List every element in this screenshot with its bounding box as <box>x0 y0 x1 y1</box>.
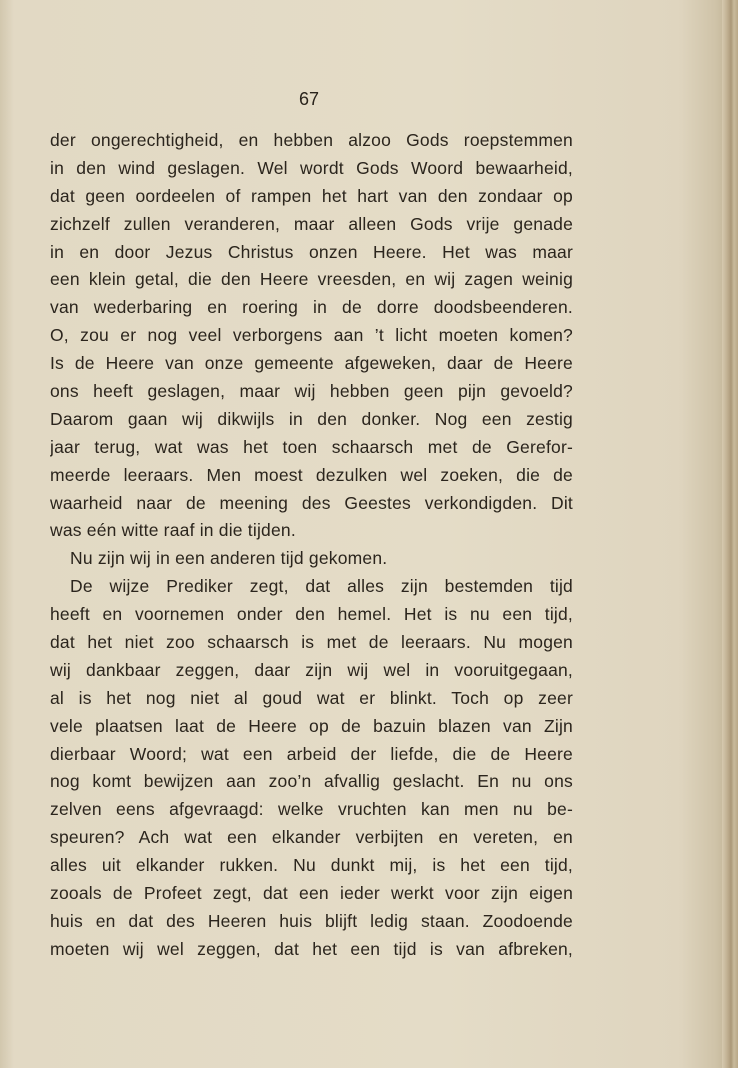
text-line: dat het niet zoo schaarsch is met de leeraars. Nu mogen <box>50 632 573 653</box>
text-line: Daarom gaan wij dikwijls in den donker. Nog een zestig <box>50 408 573 429</box>
text-line: van wederbaring en roering in de dorre doodsbeenderen. <box>50 297 573 318</box>
text-line: jaar terug, wat was het toen schaarsch met de Gerefor- <box>50 436 573 457</box>
text-line: O, zou er nog veel verborgens aan ’t licht moeten komen? <box>50 325 573 346</box>
text-line: alles uit elkander rukken. Nu dunkt mij, is het een tijd, <box>50 855 573 876</box>
text-line: Is de Heere van onze gemeente afgeweken, daar de Heere <box>50 353 573 374</box>
text-line: zooals de Profeet zegt, dat een ieder werkt voor zijn eigen <box>50 883 573 904</box>
text-line: moeten wij wel zeggen, dat het een tijd is van afbreken, <box>50 938 573 959</box>
text-line: zichzelf zullen veranderen, maar alleen Gods vrije genade <box>50 213 573 234</box>
text-line: waarheid naar de meening des Geestes verkondigden. Dit <box>50 492 573 513</box>
text-line: ons heeft geslagen, maar wij hebben geen pijn gevoeld? <box>50 381 573 402</box>
text-line: Nu zijn wij in een anderen tijd gekomen. <box>70 548 388 569</box>
text-line: huis en dat des Heeren huis blijft ledig staan. Zoodoende <box>50 910 573 931</box>
text-line: dierbaar Woord; wat een arbeid der liefde, die de Heere <box>50 743 573 764</box>
text-line: al is het nog niet al goud wat er blinkt. Toch op zeer <box>50 687 573 708</box>
text-line: De wijze Prediker zegt, dat alles zijn bestemden tijd <box>70 576 573 597</box>
text-line: was eén witte raaf in die tijden. <box>50 520 296 541</box>
text-line: der ongerechtigheid, en hebben alzoo Gods roepstemmen <box>50 130 573 150</box>
page-number: 67 <box>298 89 320 109</box>
text-line: nog komt bewijzen aan zoo’n afvallig geslacht. En nu ons <box>50 771 573 792</box>
text-line: meerde leeraars. Men moest dezulken wel zoeken, die de <box>50 464 573 485</box>
text-line: een klein getal, die den Heere vreesden, en wij zagen weinig <box>50 269 573 290</box>
text-line: zelven eens afgevraagd: welke vruchten kan men nu be- <box>50 799 573 820</box>
text-line: in den wind geslagen. Wel wordt Gods Woord bewaarheid, <box>50 157 573 178</box>
text-line: wij dankbaar zeggen, daar zijn wij wel in vooruitgegaan, <box>50 659 573 680</box>
text-line: heeft en voornemen onder den hemel. Het is nu een tijd, <box>50 604 573 625</box>
page-edge <box>722 0 738 1068</box>
text-line: in en door Jezus Christus onzen Heere. Het was maar <box>50 241 573 262</box>
text-line: speuren? Ach wat een elkander verbijten en vereten, en <box>50 827 573 848</box>
body-text <box>50 127 573 964</box>
text-line: dat geen oordeelen of rampen het hart van den zondaar op <box>50 185 573 206</box>
text-line: vele plaatsen laat de Heere op de bazuin blazen van Zijn <box>50 715 573 736</box>
